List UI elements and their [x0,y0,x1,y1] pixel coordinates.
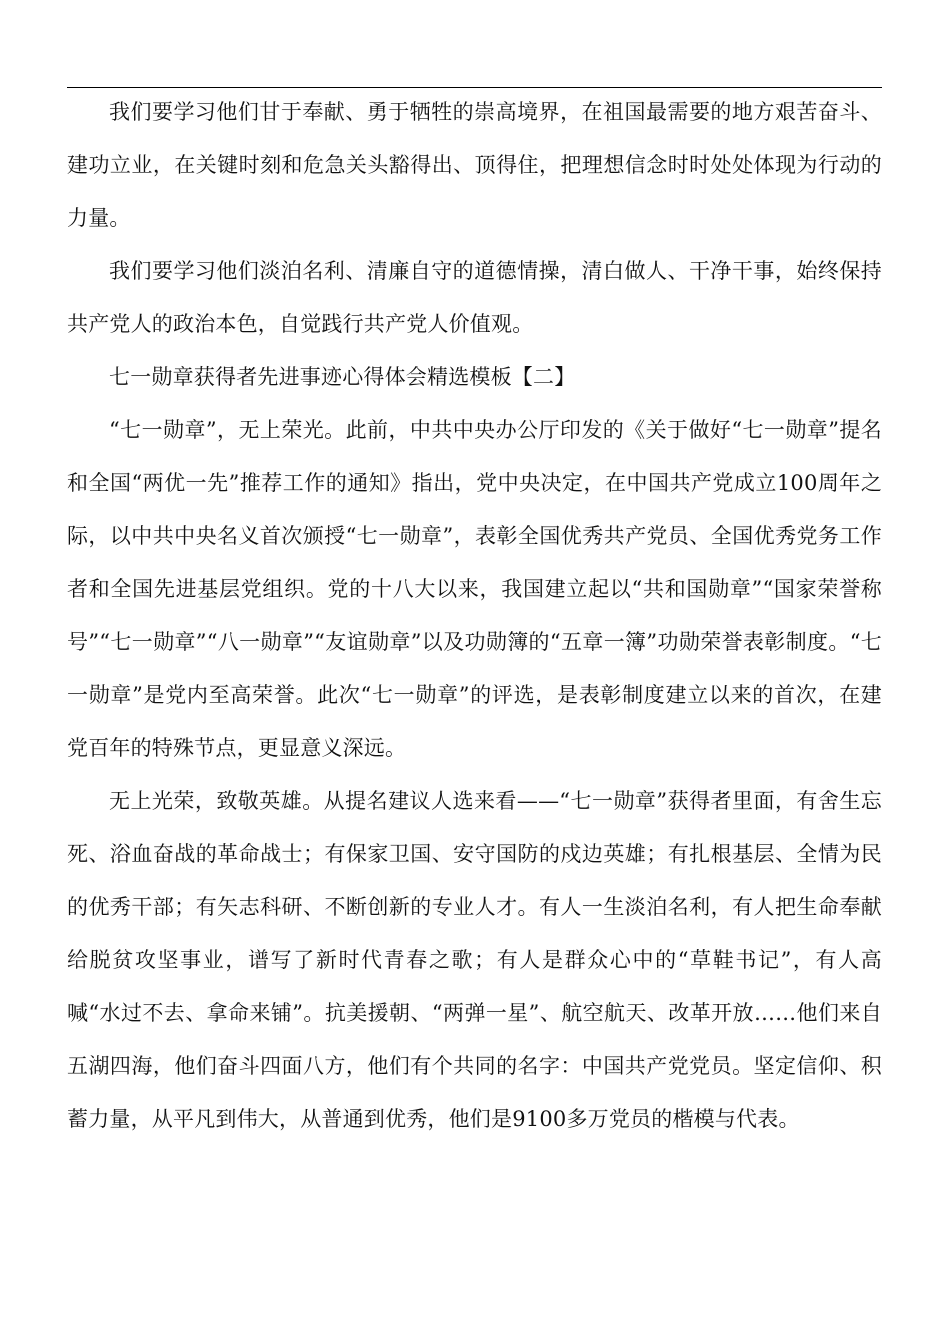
paragraph-dedication: 我们要学习他们甘于奉献、勇于牺牲的崇高境界，在祖国最需要的地方艰苦奋斗、建功立业，在关键时刻和危急关头豁得出、顶得住，把理想信念时时处处体现为行动的力量。 [67,100,882,230]
paragraph-integrity: 我们要学习他们淡泊名利、清廉自守的道德情操，清白做人、干净干事，始终保持共产党人的政治本色，自觉践行共产党人价值观。 [67,259,882,336]
body-text [67,86,882,1146]
paragraph-medal-honor: “七一勋章”，无上荣光。此前，中共中央办公厅印发的《关于做好“七一勋章”提名和全国“两优一先”推荐工作的通知》指出，党中央决定，在中国共产党成立100周年之际，以中共中央名义首次颁授“七一勋章”，表彰全国优秀共产党员、全国优秀党务工作者和全国先进基层党组织。党的十八大以来，我国建立起以“共和国勋章”“国家荣誉称号”“七一勋章”“八一勋章”“友谊勋章”以及功勋簿的“五章一簿”功勋荣誉表彰制度。“七一勋章”是党内至高荣誉。此次“七一勋章”的评选，是表彰制度建立以来的首次，在建党百年的特殊节点，更显意义深远。 [67,418,882,760]
section-heading: 七一勋章获得者先进事迹心得体会精选模板【二】 [109,365,576,389]
paragraph-salute-heroes: 无上光荣，致敬英雄。从提名建议人选来看——“七一勋章”获得者里面，有舍生忘死、浴血奋战的革命战士；有保家卫国、安守国防的戍边英雄；有扎根基层、全情为民的优秀干部；有矢志科研、不断创新的专业人才。有人一生淡泊名利，有人把生命奉献给脱贫攻坚事业，谱写了新时代青春之歌；有人是群众心中的“草鞋书记”，有人高喊“水过不去、拿命来铺”。抗美援朝、“两弹一星”、航空航天、改革开放……他们来自五湖四海，他们奋斗四面八方，他们有个共同的名字：中国共产党党员。坚定信仰、积蓄力量，从平凡到伟大，从普通到优秀，他们是9100多万党员的楷模与代表。 [67,789,882,1131]
